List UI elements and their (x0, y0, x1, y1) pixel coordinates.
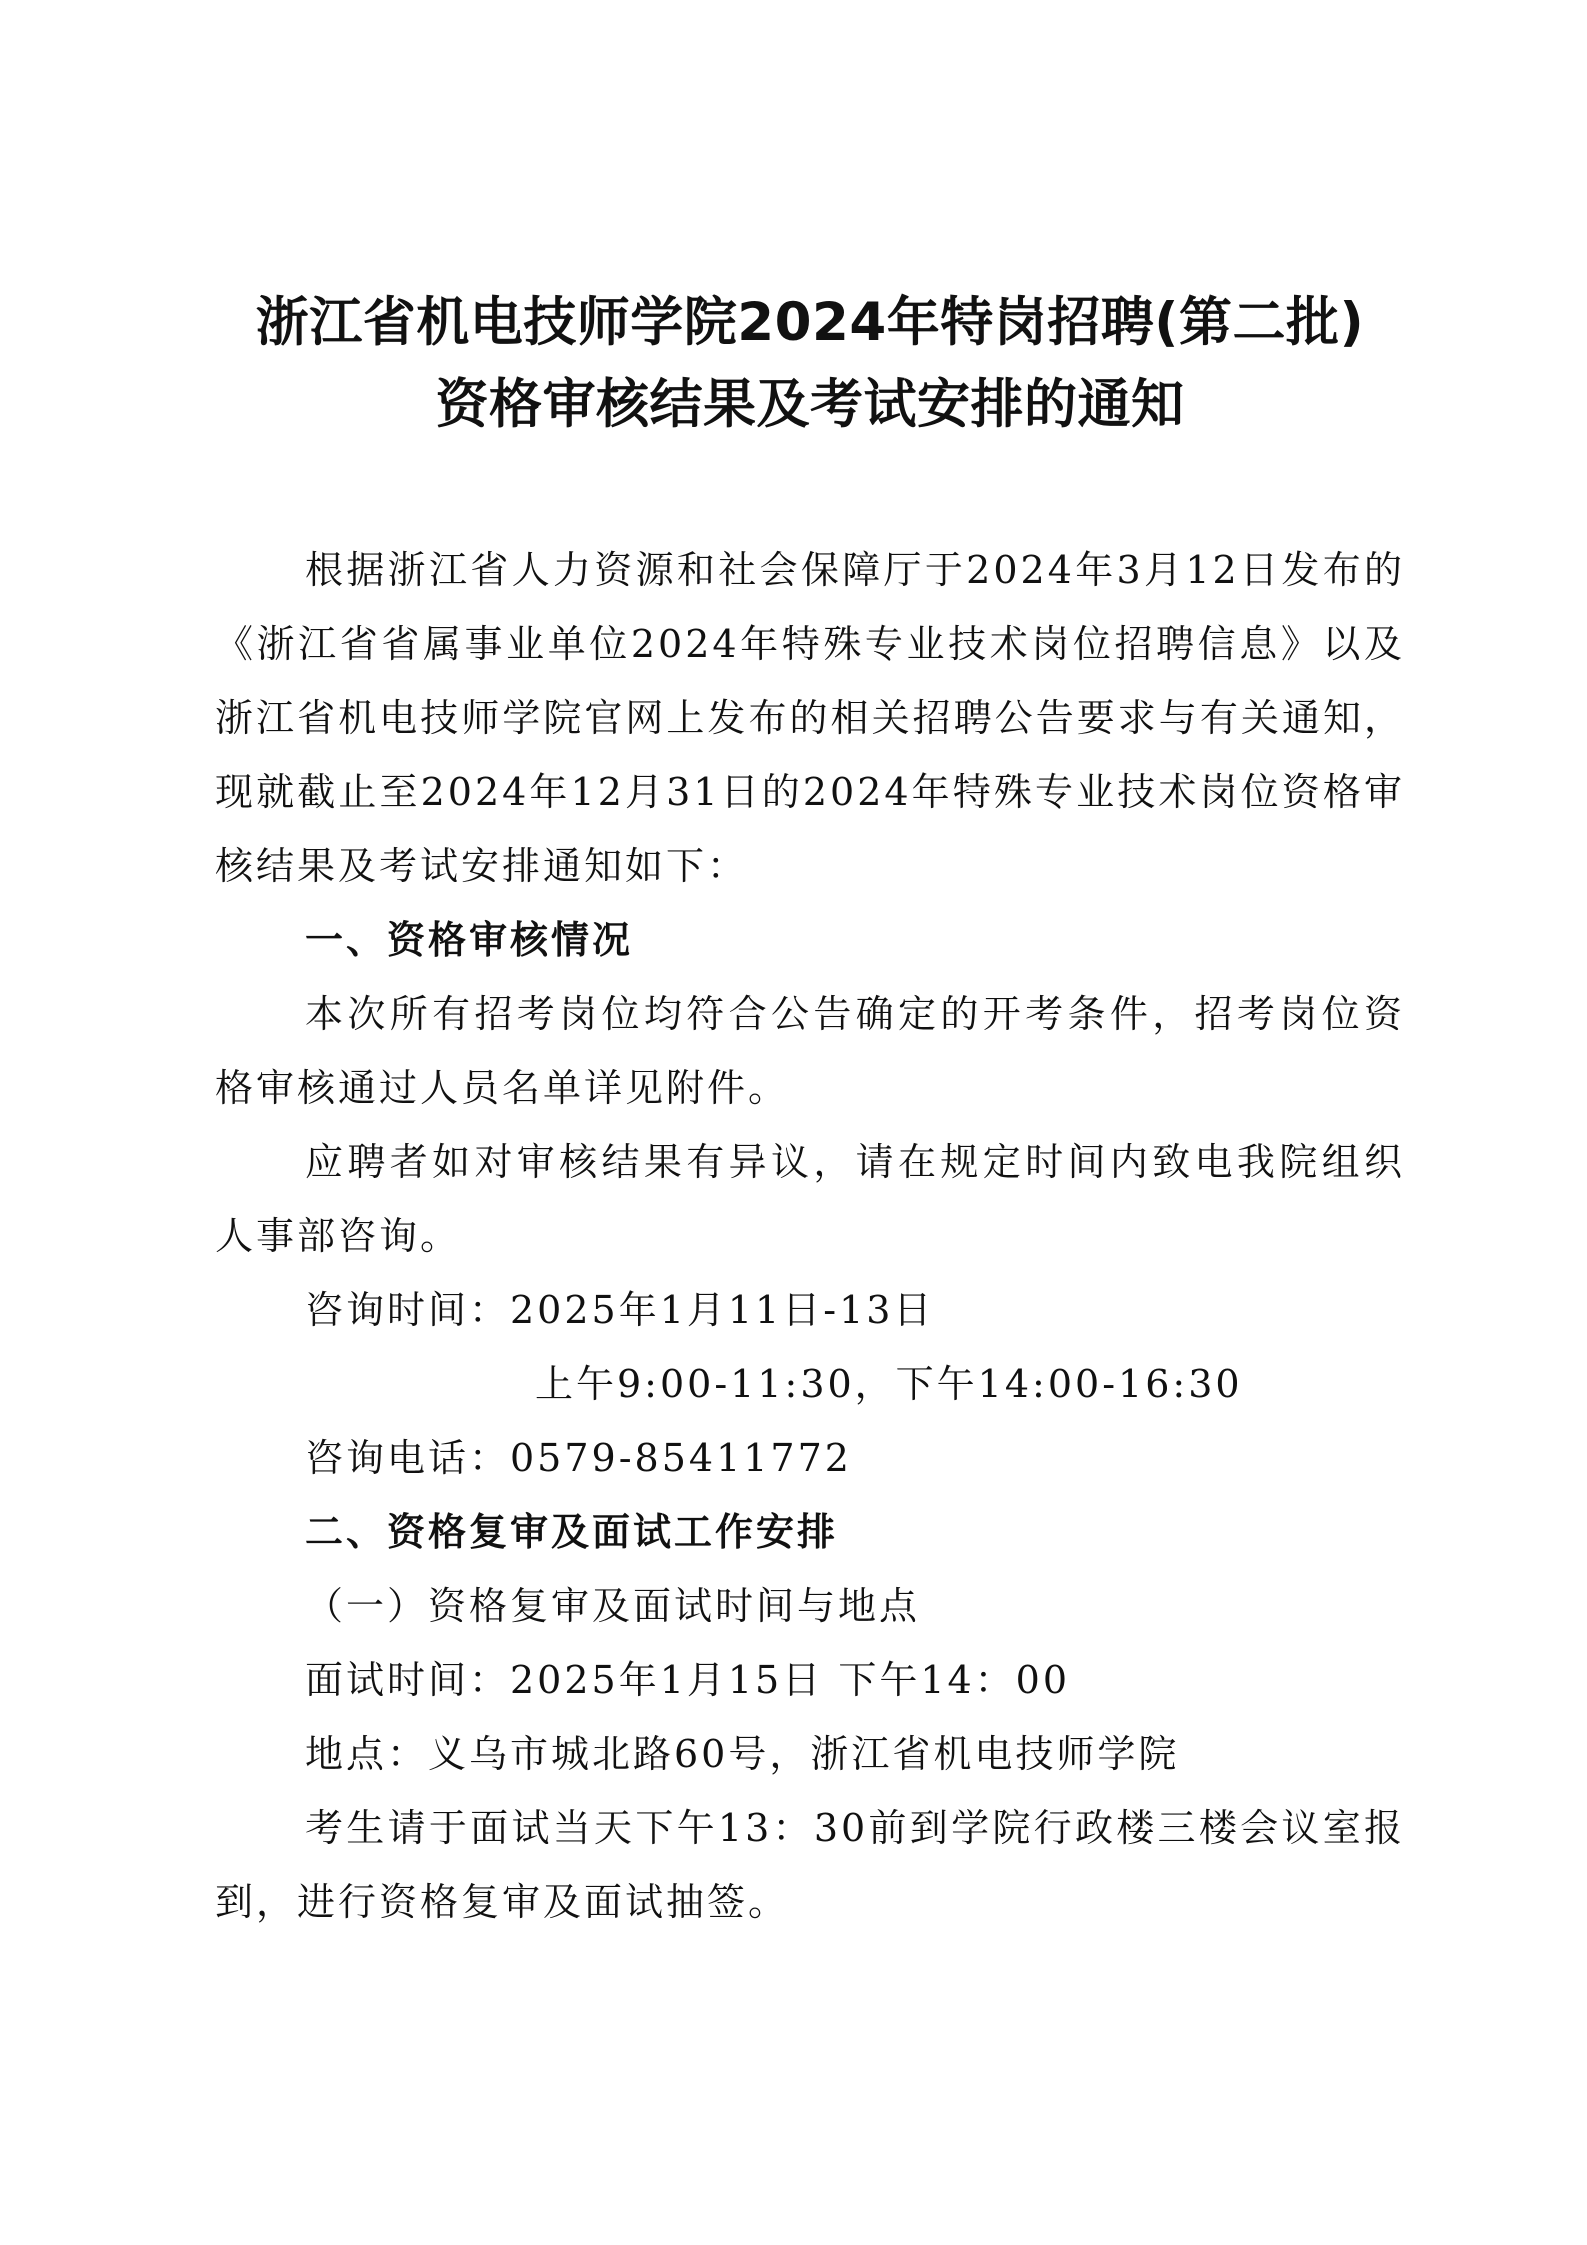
intro-paragraph: 根据浙江省人力资源和社会保障厅于2024年3月12日发布的《浙江省省属事业单位2024年特殊专业技术岗位招聘信息》以及浙江省机电技师学院官网上发布的相关招聘公告要求与有关通知，现就截止至2024年12月31日的2024年特殊专业技术岗位资格审核结果及考试安排通知如下： (215, 548, 1405, 888)
section-2-heading: 二、资格复审及面试工作安排 (305, 1510, 839, 1554)
consult-time: 咨询时间：2025年1月11日-13日 (305, 1288, 935, 1332)
document-body (215, 533, 1405, 1939)
interview-location: 地点：义乌市城北路60号，浙江省机电技师学院 (305, 1732, 1180, 1776)
consult-phone: 咨询电话：0579-85411772 (305, 1436, 852, 1480)
section-1-paragraph-2: 应聘者如对审核结果有异议，请在规定时间内致电我院组织人事部咨询。 (215, 1140, 1405, 1258)
section-1-heading: 一、资格审核情况 (305, 918, 634, 962)
section-1-paragraph-1: 本次所有招考岗位均符合公告确定的开考条件，招考岗位资格审核通过人员名单详见附件。 (215, 992, 1405, 1110)
report-paragraph: 考生请于面试当天下午13：30前到学院行政楼三楼会议室报到，进行资格复审及面试抽签。 (215, 1806, 1405, 1924)
document-title-line-1: 浙江省机电技师学院2024年特岗招聘(第二批) (255, 292, 1365, 353)
interview-time: 面试时间：2025年1月15日 下午14：00 (305, 1658, 1071, 1702)
section-2-subheading-1: （一）资格复审及面试时间与地点 (305, 1584, 921, 1628)
consult-hours: 上午9:00-11:30，下午14:00-16:30 (535, 1362, 1243, 1406)
document-title-line-2: 资格审核结果及考试安排的通知 (435, 374, 1185, 435)
